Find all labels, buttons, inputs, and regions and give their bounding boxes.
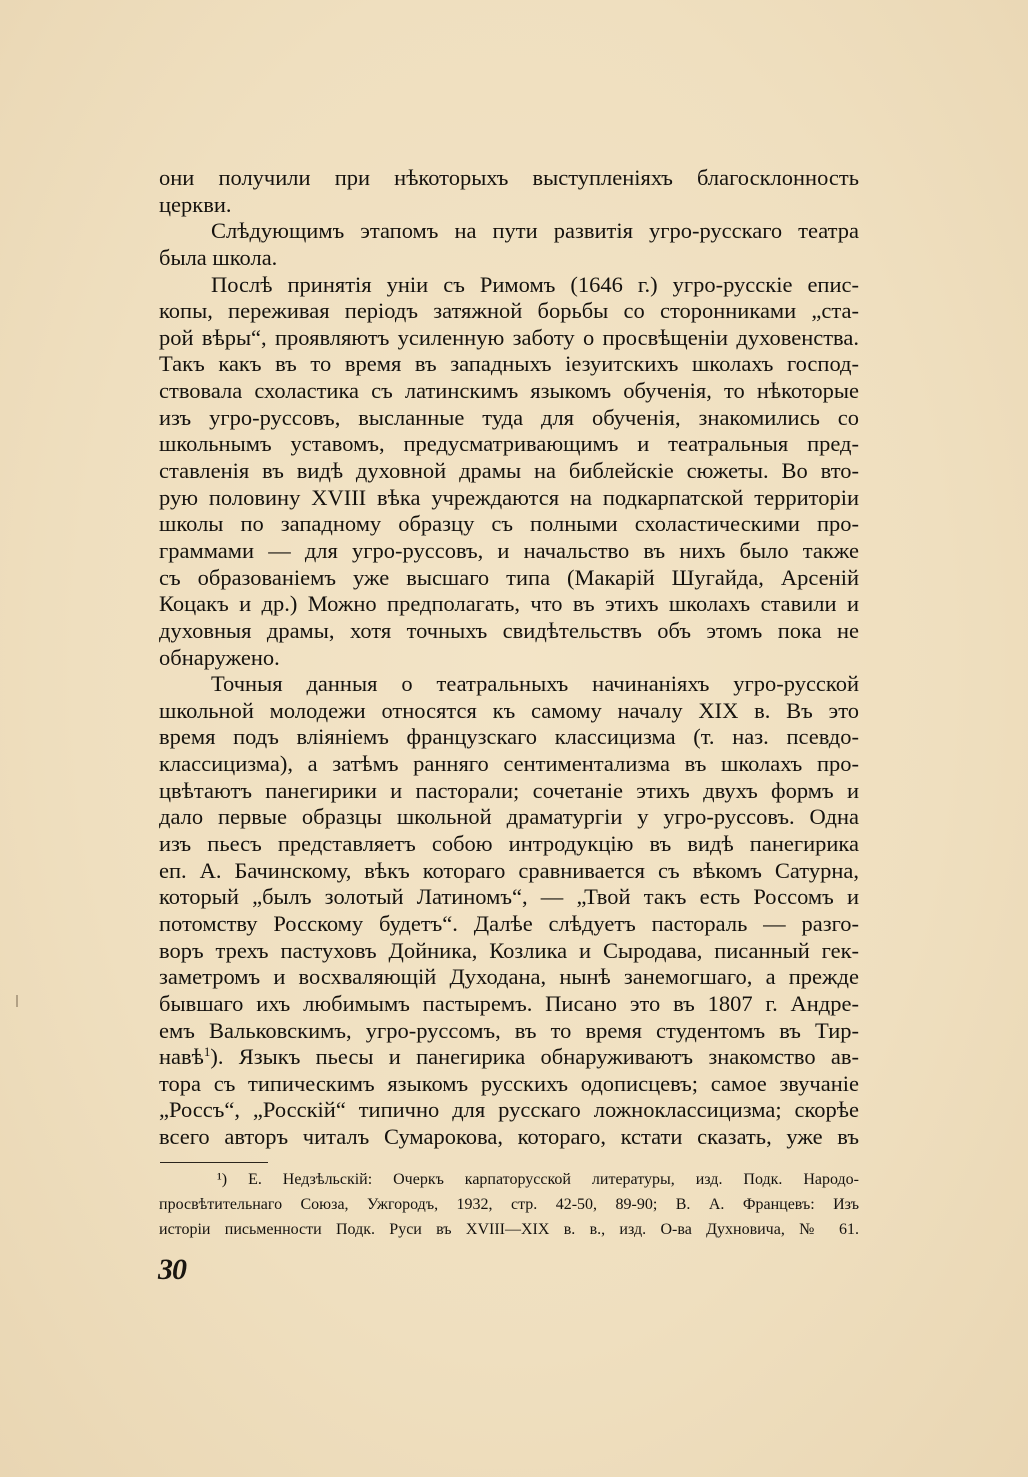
paper-speck <box>16 995 18 1007</box>
text-line: Слѣдующимъ этапомъ на пути развитія угро-русскаго театра <box>211 218 859 244</box>
text-line: заметромъ и восхваляющій Духодана, нынѣ занемогшаго, а прежде <box>159 964 859 990</box>
text-line: была школа. <box>159 244 278 270</box>
footnote-line: просвѣтительнаго Союза, Ужгородъ, 1932, стр. 42-50, 89-90; В. А. Францевъ: Изъ <box>159 1196 859 1213</box>
text-line: бывшаго ихъ любимымъ пастыремъ. Писано это въ 1807 г. Андре- <box>159 990 859 1016</box>
text-line: рую половину XVIII вѣка учреждаются на подкарпатской территоріи <box>159 484 859 510</box>
text-line: граммами — для угро-руссовъ, и начальство въ нихъ было также <box>159 537 859 563</box>
text-line: духовныя драмы, хотя точныхъ свидѣтельствъ объ этомъ пока не <box>159 617 859 643</box>
text-line: Коцакъ и др.) Можно предполагать, что въ этихъ школахъ ставили и <box>159 591 859 617</box>
text-line: который „былъ золотый Латиномъ“, — „Твой такъ есть Россомъ и <box>159 884 859 910</box>
text-line: изъ пьесъ представляетъ собою интродукцію въ видѣ панегирика <box>159 831 859 857</box>
text-line: церкви. <box>159 191 232 217</box>
text-line: школы по западному образцу съ полными схоластическими про- <box>159 511 859 537</box>
text-line: рой вѣры“, проявляютъ усиленную заботу о просвѣщеніи духовенства. <box>159 324 859 350</box>
text-line: копы, переживая періодъ затяжной борьбы со сторонниками „ста- <box>159 298 859 324</box>
text-line: ствовала схоластика съ латинскимъ языкомъ обученія, то нѣкоторые <box>159 378 859 404</box>
text-line: Послѣ принятія уніи съ Римомъ (1646 г.) угро-русскіе епис- <box>211 271 859 297</box>
body-text <box>159 165 859 1151</box>
text-line: обнаружено. <box>159 644 280 670</box>
text-line: еп. А. Бачинскому, вѣкъ котораго сравнивается съ вѣкомъ Сатурна, <box>159 857 859 883</box>
text-line: изъ угро-руссовъ, высланные туда для обученія, знакомились со <box>159 404 859 430</box>
text-line: потомству Росскому будетъ“. Далѣе слѣдуетъ пастораль — разго- <box>159 910 859 936</box>
text-line: ставленія въ видѣ духовной драмы на библейскіе сюжеты. Во вто- <box>159 458 859 484</box>
text-line: емъ Вальковскимъ, угро-руссомъ, въ то время студентомъ въ Тир- <box>159 1017 859 1043</box>
text-line-with-footnote-ref <box>159 1044 859 1071</box>
text-line: дало первые образцы школьной драматургіи у угро-руссовъ. Одна <box>159 804 859 830</box>
footnotes <box>159 1167 859 1242</box>
text-line: „Россъ“, „Росскій“ типично для русскаго ложноклассицизма; скорѣе <box>159 1097 859 1123</box>
text-line: всего авторъ читалъ Сумарокова, котораго, кстати сказать, уже въ <box>159 1124 859 1150</box>
footnote-line: исторіи письменности Подк. Руси въ XVIII—XIX в. в., изд. О-ва Духновича, № 61. <box>159 1221 859 1238</box>
text-line: съ образованіемъ уже высшаго типа (Макарій Шугайда, Арсеній <box>159 564 859 590</box>
text-line: Точныя данныя о театральныхъ начинаніяхъ угро-русской <box>211 671 859 697</box>
text-line: школьнымъ уставомъ, предусматривающимъ и театральныя пред- <box>159 431 859 457</box>
text-line: они получили при нѣкоторыхъ выступленіяхъ благосклонность <box>159 165 859 190</box>
text-segment: ). Языкъ пьесы и панегирика обнаруживаютъ знакомство ав- <box>210 1044 859 1070</box>
text-line: тора съ типическимъ языкомъ русскихъ одописцевъ; самое звучаніе <box>159 1070 859 1096</box>
footnote-reference[interactable]: 1 <box>203 1044 211 1060</box>
footnote-line: ¹) Е. Недзѣльскій: Очеркъ карпаторусской литературы, изд. Подк. Народо- <box>217 1171 859 1188</box>
text-line: школьной молодежи относятся къ самому началу XIX в. Въ это <box>159 697 859 723</box>
text-line: воръ трехъ пастуховъ Дойника, Козлика и Сыродава, писанный гек- <box>159 937 859 963</box>
footnote-divider <box>160 1162 268 1163</box>
text-line: Такъ какъ въ то время въ западныхъ іезуитскихъ школахъ господ- <box>159 351 859 377</box>
text-segment: навѣ <box>159 1044 204 1070</box>
text-line: время подъ вліяніемъ французскаго классицизма (т. наз. псевдо- <box>159 724 859 750</box>
page-number: 30 <box>158 1253 186 1286</box>
text-line: классицизма), а затѣмъ ранняго сентиментализма въ школахъ про- <box>159 751 859 777</box>
text-line: цвѣтаютъ панегирики и пасторали; сочетаніе этихъ двухъ формъ и <box>159 777 859 803</box>
